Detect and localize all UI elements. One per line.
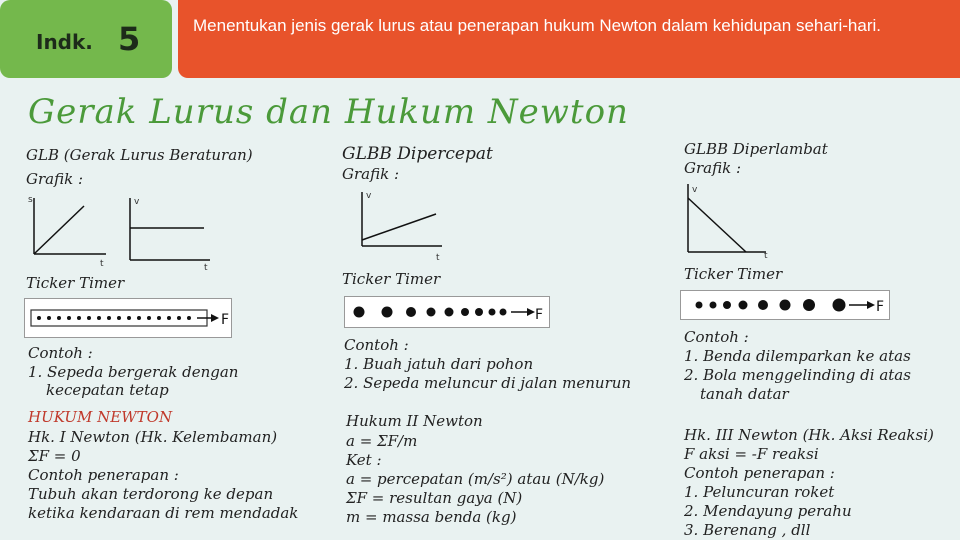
newton1-line-4: Tubuh akan terdorong ke depan: [28, 485, 274, 503]
newton2-line-1: Hukum II Newton: [346, 412, 483, 430]
page-title: Gerak Lurus dan Hukum Newton: [28, 92, 629, 132]
glbb-dipercepat-ticker-tape: [344, 296, 550, 328]
glb-graph2-xlabel: t: [204, 263, 208, 270]
newton1-line-3: Contoh penerapan :: [28, 466, 179, 484]
glb-ticker-force: F: [221, 312, 230, 328]
newton3-line-3: Contoh penerapan :: [684, 464, 835, 482]
glbb-dipercepat-contoh-item-2: 2. Sepeda meluncur di jalan menurun: [344, 374, 632, 392]
newton2-line-2: a = ΣF/m: [346, 432, 418, 450]
glbb-dipercepat-graph: [346, 186, 456, 264]
glbb-dipercepat-contoh-title: Contoh :: [344, 336, 409, 354]
newton2-line-6: m = massa benda (kg): [346, 508, 517, 526]
glbb-diperlambat-contoh-item-1: 1. Benda dilemparkan ke atas: [684, 347, 911, 365]
newton3-line-2: F aksi = -F reaksi: [684, 445, 819, 463]
glb-graph1-xlabel: t: [100, 259, 104, 269]
newton3-line-5: 2. Mendayung perahu: [684, 502, 852, 520]
glb-contoh-title: Contoh :: [28, 344, 93, 362]
newton1-line-2: ΣF = 0: [28, 447, 81, 465]
glbb-diperlambat-ticker-label: Ticker Timer: [684, 265, 783, 283]
glbb-diperlambat-ticker-tape: [680, 290, 890, 320]
glb-contoh-item-2: kecepatan tetap: [46, 381, 169, 399]
newton1-line-5: ketika kendaraan di rem mendadak: [28, 504, 299, 522]
glbb-diperlambat-contoh-item-2: 2. Bola menggelinding di atas: [684, 366, 911, 384]
newton3-line-1: Hk. III Newton (Hk. Aksi Reaksi): [684, 426, 934, 444]
glb-heading: GLB (Gerak Lurus Beraturan): [26, 146, 253, 164]
glb-contoh-item-1: 1. Sepeda bergerak dengan: [28, 363, 239, 381]
glb-ticker-tape: [24, 298, 232, 338]
glbb-dipercepat-grafik-label: Grafik :: [342, 165, 400, 183]
glbb-diperlambat-contoh-item-3: tanah datar: [700, 385, 789, 403]
glbb-dipercepat-ticker-label: Ticker Timer: [342, 270, 441, 288]
newton2-line-4: a = percepatan (m/s²) atau (N/kg): [346, 470, 605, 488]
glbb-diperlambat-grafik-label: Grafik :: [684, 159, 742, 177]
glbb-dipercepat-graph-xlabel: t: [436, 253, 440, 263]
glbb-dipercepat-heading: GLBB Dipercepat: [342, 144, 493, 164]
glbb-diperlambat-contoh-title: Contoh :: [684, 328, 749, 346]
newton1-line-1: Hk. I Newton (Hk. Kelembaman): [28, 428, 278, 446]
glbb-diperlambat-graph: [680, 180, 790, 260]
newton2-line-3: Ket :: [346, 451, 382, 469]
glbb-dipercepat-contoh-item-1: 1. Buah jatuh dari pohon: [344, 355, 534, 373]
glb-graph2-ylabel: v: [134, 197, 140, 207]
glbb-dipercepat-graph-ylabel: v: [366, 191, 372, 201]
newton3-line-6: 3. Berenang , dll: [684, 521, 811, 539]
newton3-line-4: 1. Peluncuran roket: [684, 483, 835, 501]
glbb-dipercepat-ticker-force: F: [535, 307, 544, 323]
glbb-diperlambat-graph-xlabel: t: [764, 251, 768, 260]
objective-text: Menentukan jenis gerak lurus atau penerapan hukum Newton dalam kehidupan sehari-hari.: [193, 16, 881, 35]
glb-grafik-label: Grafik :: [26, 170, 84, 188]
glbb-diperlambat-graph-ylabel: v: [692, 185, 698, 195]
objective-banner: [178, 0, 960, 78]
indicator-number: 5: [118, 20, 141, 58]
glbb-diperlambat-ticker-force: F: [876, 299, 885, 315]
glb-graph1-ylabel: s: [28, 195, 33, 205]
hukum-newton-title: HUKUM NEWTON: [28, 408, 173, 426]
indicator-label: Indk.: [36, 30, 93, 54]
glb-ticker-label: Ticker Timer: [26, 274, 125, 292]
newton2-line-5: ΣF = resultan gaya (N): [346, 489, 523, 507]
glbb-diperlambat-heading: GLBB Diperlambat: [684, 140, 828, 158]
glb-graphs: [24, 192, 224, 270]
